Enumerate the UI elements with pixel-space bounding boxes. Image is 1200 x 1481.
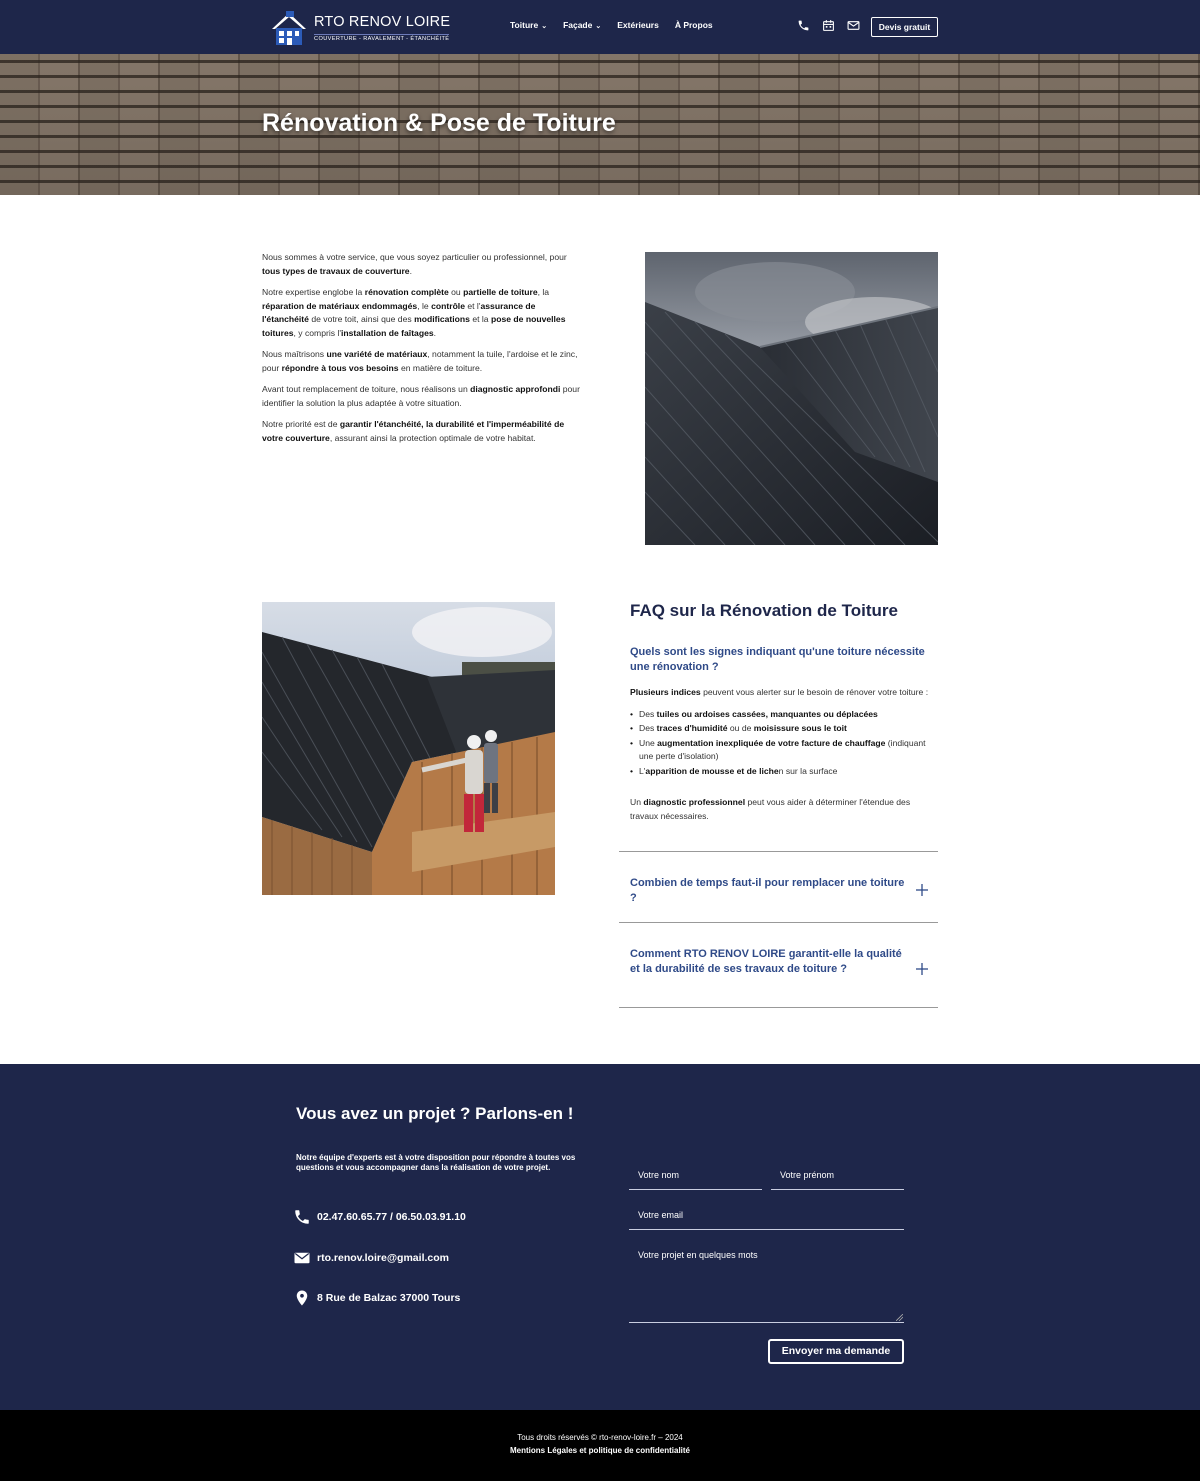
bold-text: répondre à tous vos besoins <box>281 362 399 373</box>
devis-gratuit-button[interactable]: Devis gratuit <box>871 17 938 37</box>
faq-answer-open <box>630 686 930 823</box>
text-run: . <box>409 265 412 276</box>
metal-roof-photo <box>645 252 938 545</box>
faq-item-duree[interactable] <box>630 876 930 905</box>
bold-text: traces d'humidité <box>656 723 728 733</box>
list-item <box>639 722 930 736</box>
nom-placeholder: Votre nom <box>638 1170 680 1180</box>
text-run: peut vous aider à déterminer l'étendue des travaux nécessaires. <box>630 797 911 821</box>
text-run: Notre priorité est de <box>262 419 340 429</box>
contact-section <box>0 1064 1200 1410</box>
plus-icon <box>916 963 928 975</box>
contact-email-text: rto.renov.loire@gmail.com <box>317 1252 449 1264</box>
text-run: n sur la surface <box>778 765 838 776</box>
faq-item-qualite[interactable] <box>630 947 930 976</box>
envelope-icon <box>293 1249 311 1267</box>
nav-item-facade[interactable]: Façade ⌄ <box>563 20 602 30</box>
text-run: , la <box>537 287 550 297</box>
faq-question-open[interactable]: Quels sont les signes indiquant qu'une toiture nécessite une rénovation ? <box>630 646 925 673</box>
faq-question: Combien de temps faut-il pour remplacer une toiture ? <box>630 877 905 904</box>
bold-text: contrôle <box>431 300 465 311</box>
faq-title: FAQ sur la Rénovation de Toiture <box>630 601 898 620</box>
faq-divider <box>619 851 938 852</box>
map-pin-icon <box>293 1289 311 1307</box>
bold-text: tous types de travaux de couverture <box>262 265 410 276</box>
text-run: et l' <box>464 300 481 311</box>
main-nav <box>510 20 729 30</box>
bold-text: diagnostic professionnel <box>643 797 746 807</box>
bold-text: tuiles ou ardoises cassées, manquantes ou déplacées <box>656 708 878 719</box>
intro-paragraph <box>262 251 582 278</box>
text-run: Des <box>639 708 657 719</box>
bold-text: modifications <box>414 314 470 324</box>
text-run: Nous sommes à votre service, que vous soyez particulier ou professionnel, pour <box>262 252 567 262</box>
intro-paragraph <box>262 348 582 375</box>
faq-answer-lead <box>630 686 930 700</box>
contact-title: Vous avez un projet ? Parlons-en ! <box>296 1104 574 1123</box>
brand-tagline: COUVERTURE - RAVALEMENT - ÉTANCHÉITÉ <box>314 36 450 42</box>
text-run: Un <box>630 797 644 807</box>
chevron-down-icon: ⌄ <box>595 23 602 30</box>
text-run: Des <box>639 723 657 733</box>
text-run: Avant tout remplacement de toiture, nous réalisons un <box>262 384 471 394</box>
text-run: ou de <box>727 723 754 733</box>
bold-text: réparation de matériaux endommagés <box>262 300 418 311</box>
copyright-text: Tous droits réservés © rto-renov-loire.fr – 2024 <box>517 1433 683 1442</box>
bold-text: une variété de matériaux <box>326 349 428 359</box>
bold-text: pose de nouvelles toitures <box>262 314 566 338</box>
text-run: Notre expertise englobe la <box>262 287 365 297</box>
header-contact-icons <box>797 19 860 32</box>
contact-address-text: 8 Rue de Balzac 37000 Tours <box>317 1292 461 1304</box>
email-input[interactable] <box>629 1200 904 1230</box>
text-run: de votre toit, ainsi que des <box>308 314 415 324</box>
site-header <box>0 0 1200 54</box>
bold-text: augmentation inexpliquée de votre facture de chauffage <box>657 737 886 748</box>
faq-question: Comment RTO RENOV LOIRE garantit-elle la qualité et la durabilité de ses travaux de toiture ? <box>630 948 902 975</box>
plus-icon <box>916 884 928 896</box>
site-logo[interactable] <box>268 9 451 46</box>
chevron-down-icon: ⌄ <box>541 23 548 30</box>
nav-item-exterieurs[interactable]: Extérieurs <box>617 20 659 30</box>
nav-item-toiture[interactable]: Toiture ⌄ <box>510 20 548 30</box>
text-run: . <box>433 327 437 338</box>
bold-text: installation de faîtages <box>341 327 434 338</box>
contact-email[interactable] <box>293 1249 449 1267</box>
phone-icon[interactable] <box>797 19 810 32</box>
email-placeholder: Votre email <box>638 1210 684 1220</box>
bold-text: moisissure sous le toit <box>753 723 847 733</box>
phone-icon <box>293 1208 311 1226</box>
nav-item-a-propos[interactable]: À Propos <box>674 20 713 30</box>
intro-text <box>262 251 582 453</box>
bold-text: garantir l'étanchéité, la durabilité et l'imperméabilité de votre couverture <box>262 419 565 443</box>
prenom-placeholder: Votre prénom <box>780 1170 835 1180</box>
text-run: ou <box>448 287 464 297</box>
contact-address[interactable] <box>293 1289 460 1307</box>
page-title: Rénovation & Pose de Toiture <box>262 109 616 137</box>
bold-text: rénovation complète <box>364 287 449 297</box>
intro-paragraph <box>262 286 582 340</box>
prenom-input[interactable] <box>771 1160 904 1190</box>
mail-icon[interactable] <box>847 19 860 32</box>
hero-banner <box>0 54 1200 195</box>
contact-phone-text: 02.47.60.65.77 / 06.50.03.91.10 <box>317 1211 466 1223</box>
bold-text: assurance de l'étanchéité <box>262 300 536 324</box>
calendar-icon[interactable] <box>822 19 835 32</box>
text-run: Nous maîtrisons <box>262 349 327 359</box>
faq-answer-list <box>639 708 930 779</box>
site-footer <box>0 1410 1200 1481</box>
text-run: pour identifier la solution la plus adaptée à votre situation. <box>262 384 580 408</box>
list-item <box>639 737 930 764</box>
nom-input[interactable] <box>629 1160 762 1190</box>
faq-answer-closing <box>630 796 930 823</box>
intro-paragraph <box>262 383 582 410</box>
list-item <box>639 765 930 779</box>
bold-text: diagnostic approfondi <box>470 384 561 394</box>
intro-paragraph <box>262 418 582 445</box>
contact-phone[interactable] <box>293 1208 466 1226</box>
bold-text: apparition de mousse et de liche <box>645 765 779 776</box>
bold-text: partielle de toiture <box>463 287 538 297</box>
roofers-working-photo <box>262 602 555 895</box>
text-run: , y compris l' <box>293 327 341 338</box>
text-run: en matière de toiture. <box>398 362 483 373</box>
text-run: , le <box>417 300 432 311</box>
text-run: et la <box>469 314 491 324</box>
text-run: , notamment la tuile, l'ardoise et le zinc, pour <box>262 349 578 373</box>
contact-description: Notre équipe d'experts est à votre disposition pour répondre à toutes vos questions et vous accompagner dans la réalisation de votre projet. <box>296 1153 576 1172</box>
legal-link[interactable]: Mentions Légales et politique de confidentialité <box>509 1446 691 1455</box>
projet-placeholder: Votre projet en quelques mots <box>638 1250 758 1260</box>
text-run: L' <box>639 765 646 776</box>
brand-name: RTO RENOV LOIRE <box>314 14 451 30</box>
envoyer-demande-button[interactable]: Envoyer ma demande <box>768 1339 904 1364</box>
text-run: peuvent vous alerter sur le besoin de rénover votre toiture : <box>700 687 929 697</box>
text-run: (indiquant une perte d'isolation) <box>639 737 926 761</box>
projet-textarea[interactable] <box>629 1240 904 1323</box>
resize-handle-icon[interactable] <box>896 1314 903 1321</box>
bold-text: Plusieurs indices <box>630 687 701 697</box>
logo-house-icon <box>268 9 310 46</box>
faq-divider <box>619 922 938 923</box>
text-run: Une <box>639 737 658 748</box>
text-run: , assurant ainsi la protection optimale de votre habitat. <box>329 432 536 443</box>
faq-divider <box>619 1007 938 1008</box>
list-item <box>639 708 930 722</box>
